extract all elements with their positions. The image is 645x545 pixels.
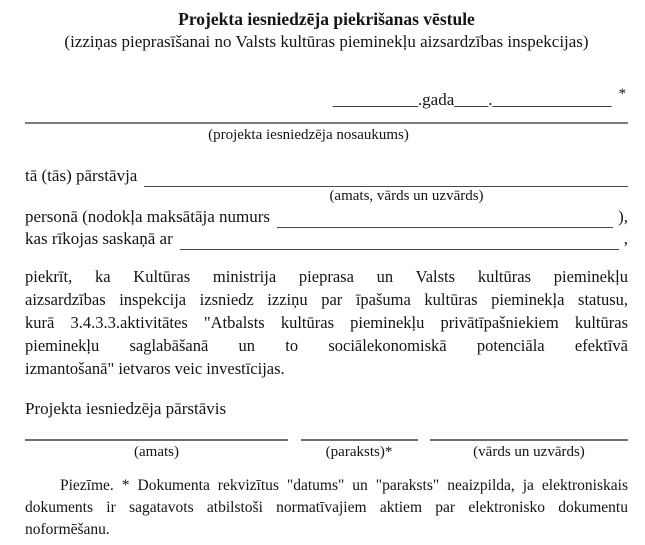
representative-field	[25, 165, 628, 187]
signature-field-signature	[301, 439, 418, 462]
consent-paragraph-line: pieminekļu saglabāšanā un to sociālekonomiskā potenciāla efektīvā	[25, 336, 628, 355]
acting-basis-label: kas rīkojas saskaņā ar	[25, 229, 173, 248]
document-subtitle: (izziņas pieprasīšanai no Valsts kultūras pieminekļu aizsardzības inspekcijas)	[64, 32, 589, 51]
acting-basis-field	[25, 228, 628, 250]
signature-field-name	[430, 439, 628, 462]
applicant-name-caption: (projekta iesniedzēja nosaukums)	[208, 127, 409, 143]
signature-row	[25, 439, 628, 462]
consent-paragraph	[25, 265, 628, 380]
note-line: Piezīme. * Dokumenta rekvizītus "datums" un "paraksts" neaizpilda, ja elektroniskais	[60, 477, 628, 494]
signature-blank-line	[301, 439, 418, 441]
note-line: dokuments ir sagatavots atbilstoši normatīvajiem aktiem par elektronisko dokumentu	[25, 499, 628, 516]
note-paragraph	[25, 475, 628, 541]
signature-field-position	[25, 439, 288, 462]
note-line: noformēšanu.	[25, 521, 110, 538]
date-field	[25, 84, 628, 110]
signature-section-heading: Projekta iesniedzēja pārstāvis	[25, 399, 227, 418]
consent-paragraph-line: izmantošanā" ietvaros veic investīcijas.	[25, 359, 285, 378]
signature-caption-name: (vārds un uzvārds)	[473, 444, 585, 460]
signature-blank-line	[430, 439, 628, 441]
acting-basis-blank-line	[180, 229, 619, 250]
signature-caption-signature: (paraksts)*	[325, 444, 393, 460]
taxpayer-number-field	[25, 206, 628, 228]
acting-basis-suffix: ,	[623, 229, 628, 248]
consent-paragraph-line: kurā 3.4.3.3.aktivitātes "Atbalsts kultūras pieminekļu privātīpašniekiem kultūras	[25, 313, 628, 332]
signature-blank-line	[25, 439, 288, 441]
signature-caption-position: (amats)	[134, 444, 179, 460]
representative-label: tā (tās) pārstāvja	[25, 166, 138, 185]
representative-caption: (amats, vārds un uzvārds)	[329, 188, 484, 204]
taxpayer-number-blank-line	[277, 207, 613, 228]
consent-paragraph-line: piekrīt, ka Kultūras ministrija pieprasa un Valsts kultūras pieminekļu	[25, 267, 628, 286]
document-title: Projekta iesniedzēja piekrišanas vēstule	[178, 9, 475, 29]
applicant-name-blank-line	[25, 122, 628, 124]
date-blank-line: __________.gada____.______________	[332, 90, 612, 109]
representative-blank-line	[144, 166, 628, 187]
date-footnote-asterisk: *	[618, 86, 626, 102]
consent-paragraph-line: aizsardzības inspekcija izsniedz izziņu par īpašuma kultūras pieminekļa statusu,	[25, 290, 628, 309]
taxpayer-number-label: personā (nodokļa maksātāja numurs	[25, 207, 271, 226]
taxpayer-number-suffix: ),	[618, 207, 628, 226]
